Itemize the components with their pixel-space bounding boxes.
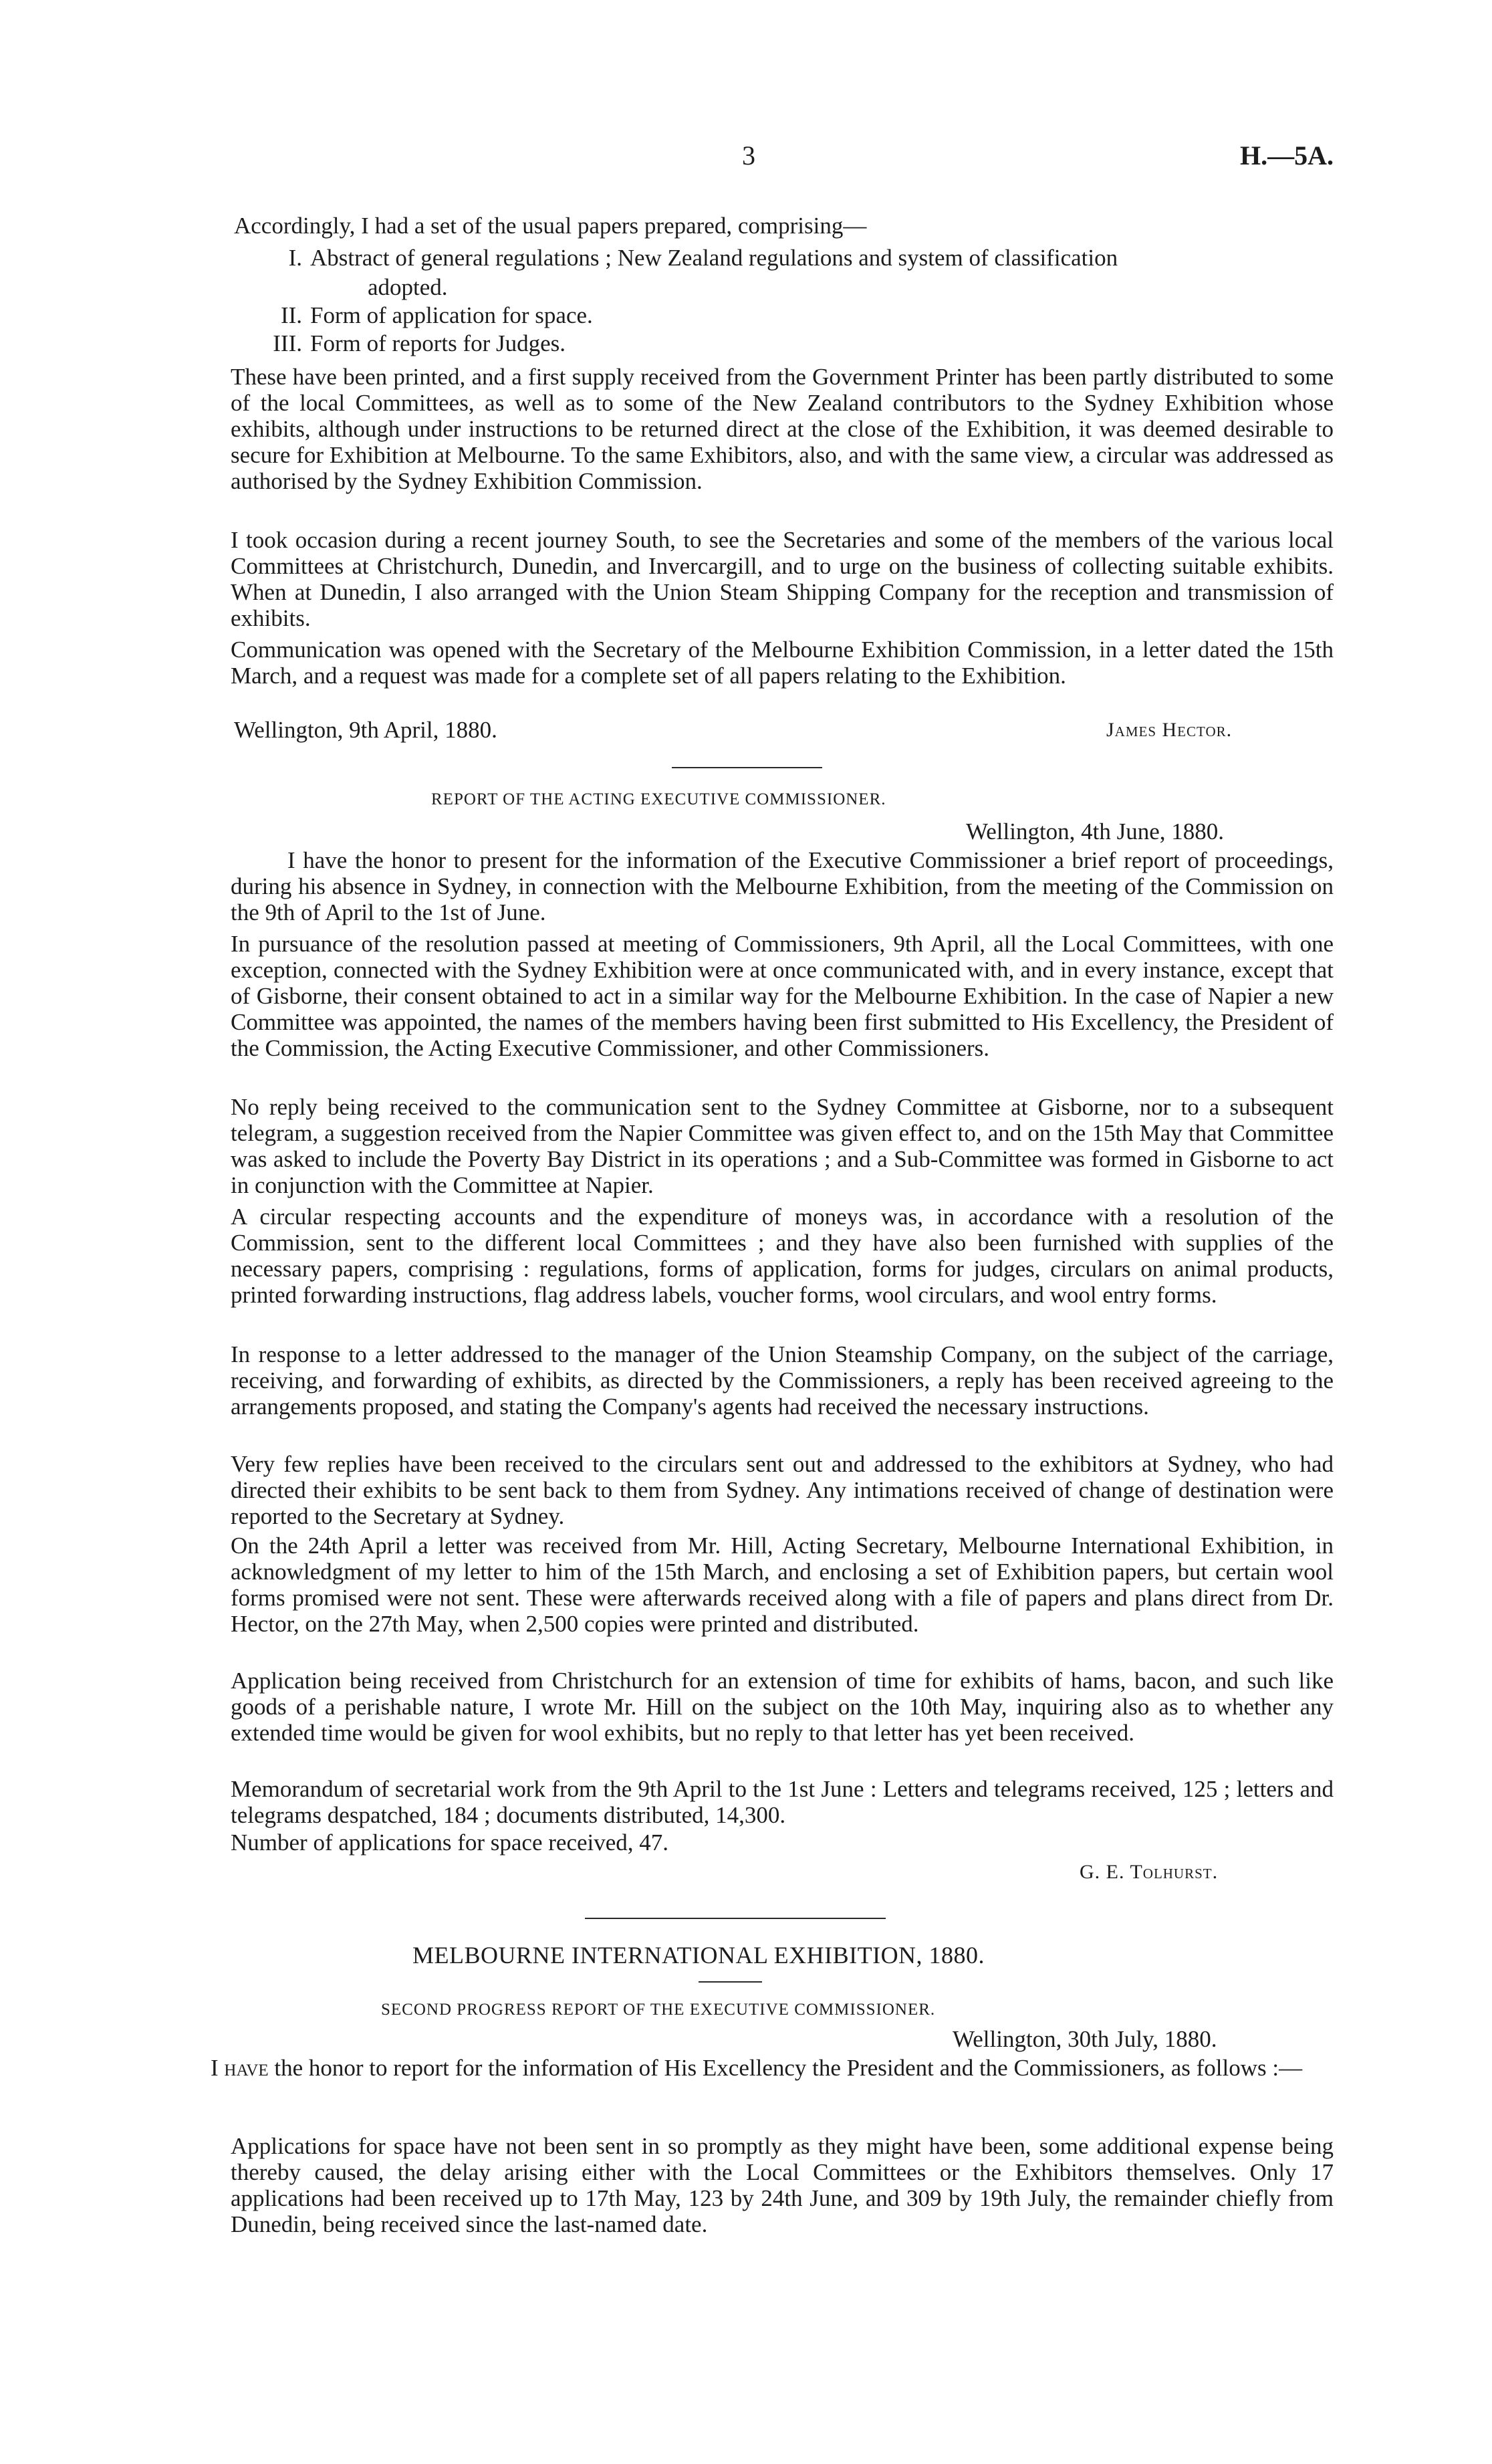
list-text: Form of reports for Judges.: [310, 330, 566, 356]
paragraph: A circular respecting accounts and the expenditure of moneys was, in accordance with a resolution of the Commission, sent to the different local Committees ; and they have also been furnished with supplies of the necessary papers, comprising : regulations, forms of application, forms for judges, circulars on animal products, printed forwarding instructions, flag address labels, voucher forms, wool circulars, and wool entry forms.: [231, 1204, 1334, 1308]
date-line: Wellington, 9th April, 1880.: [234, 717, 497, 743]
signature: G. E. Tolhurst.: [1080, 1861, 1219, 1883]
signature: James Hector.: [1106, 719, 1233, 741]
paragraph: These have been printed, and a first supply received from the Government Printer has been partly distributed to some of the local Committees, as well as to some of the New Zealand contributors to the Sydney Exhibition whose exhibits, although under instructions to be returned direct at the close of the Exhibition, it was deemed desirable to secure for Exhibition at Melbourne. To the same Exhibitors, also, and with the same view, a circular was addressed as authorised by the Sydney Exhibition Commission.: [231, 364, 1334, 494]
list-number: II.: [280, 302, 302, 328]
opening-paragraph: [211, 2055, 1334, 2081]
paragraph: In response to a letter addressed to the manager of the Union Steamship Company, on the subject of the carriage, receiving, and forwarding of exhibits, as directed by the Commissioners, a reply has been received agreeing to the arrangements proposed, and stating the Company's agents had received the necessary instructions.: [231, 1341, 1334, 1420]
page-number: 3: [742, 140, 755, 171]
paragraph: Memorandum of secretarial work from the 9th April to the 1st June : Letters and telegrams received, 125 ; letters and telegrams despatched, 184 ; documents distributed, 14,300.: [231, 1776, 1334, 1828]
list-item-continuation: adopted.: [368, 274, 448, 300]
paragraph: On the 24th April a letter was received from Mr. Hill, Acting Secretary, Melbourne International Exhibition, in acknowledgment of my letter to him of the 15th March, and enclosing a set of Exhibition papers, but certain wool forms promised were not sent. These were afterwards received along with a file of papers and plans direct from Dr. Hector, on the 27th May, when 2,500 copies were printed and distributed.: [231, 1533, 1334, 1637]
paragraph: Application being received from Christchurch for an extension of time for exhibits of hams, bacon, and such like goods of a perishable nature, I wrote Mr. Hill on the subject on the 10th May, inquiring also as to whether any extended time would be given for wool exhibits, but no reply to that letter has yet been received.: [231, 1668, 1334, 1746]
paragraph: Number of applications for space received, 47.: [231, 1829, 669, 1856]
list-number: I.: [288, 245, 302, 271]
divider: [672, 767, 822, 768]
section-title: MELBOURNE INTERNATIONAL EXHIBITION, 1880.: [412, 1942, 985, 1969]
list-text: Form of application for space.: [310, 302, 593, 328]
paragraph: Very few replies have been received to the circulars sent out and addressed to the exhibitors at Sydney, who had directed their exhibits to be sent back to them from Sydney. Any intimations received of change of destination were reported to the Secretary at Sydney.: [231, 1451, 1334, 1529]
section-subtitle: SECOND PROGRESS REPORT OF THE EXECUTIVE COMMISSIONER.: [381, 2001, 936, 2019]
paragraph: I took occasion during a recent journey South, to see the Secretaries and some of the members of the various local Committees at Christchurch, Dunedin, and Invercargill, and to urge on the business of collecting suitable exhibits. When at Dunedin, I also arranged with the Union Steam Shipping Company for the reception and transmission of exhibits.: [231, 527, 1334, 631]
list-item: [261, 302, 593, 328]
divider: [699, 1981, 762, 1983]
opening-text: the honor to report for the information of His Excellency the President and the Commissioners, as follows :—: [274, 2055, 1303, 2081]
paragraph: Applications for space have not been sent in so promptly as they might have been, some additional expense being thereby caused, the delay arising either with the Local Committees or the Exhibitors themselves. Only 17 applications had been received up to 17th May, 123 by 24th June, and 309 by 19th July, the remainder chiefly from Dunedin, being received since the last-named date.: [231, 2133, 1334, 2237]
paragraph: I have the honor to present for the information of the Executive Commissioner a brief report of proceedings, during his absence in Sydney, in connection with the Melbourne Exhibition, from the meeting of the Commission on the 9th of April to the 1st of June.: [231, 847, 1334, 925]
divider: [585, 1918, 886, 1919]
paragraph: Communication was opened with the Secretary of the Melbourne Exhibition Commission, in a letter dated the 15th March, and a request was made for a complete set of all papers relating to the Exhibition.: [231, 637, 1334, 689]
opening-lead: I have: [211, 2055, 269, 2081]
date-line: Wellington, 30th July, 1880.: [953, 2026, 1217, 2052]
paragraph: No reply being received to the communication sent to the Sydney Committee at Gisborne, nor to a subsequent telegram, a suggestion received from the Napier Committee was given effect to, and on the 15th May that Committee was asked to include the Poverty Bay District in its operations ; and a Sub-Committee was formed in Gisborne to act in conjunction with the Committee at Napier.: [231, 1094, 1334, 1198]
list-item: [261, 245, 1334, 271]
list-text: Abstract of general regulations ; New Zealand regulations and system of classification: [310, 245, 1118, 271]
document-reference: H.—5A.: [1240, 140, 1334, 171]
list-item: [261, 330, 566, 356]
paragraph: In pursuance of the resolution passed at meeting of Commissioners, 9th April, all the Local Committees, with one exception, connected with the Sydney Exhibition were at once communicated with, and in every instance, except that of Gisborne, their consent obtained to act in a similar way for the Melbourne Exhibition. In the case of Napier a new Committee was appointed, the names of the members having been first submitted to His Excellency, the President of the Commission, the Acting Executive Commissioner, and other Commissioners.: [231, 931, 1334, 1061]
date-line: Wellington, 4th June, 1880.: [966, 818, 1225, 845]
section-heading: REPORT OF THE ACTING EXECUTIVE COMMISSIONER.: [431, 790, 886, 808]
list-number: III.: [273, 330, 302, 356]
intro-line: Accordingly, I had a set of the usual papers prepared, comprising—: [234, 213, 867, 239]
